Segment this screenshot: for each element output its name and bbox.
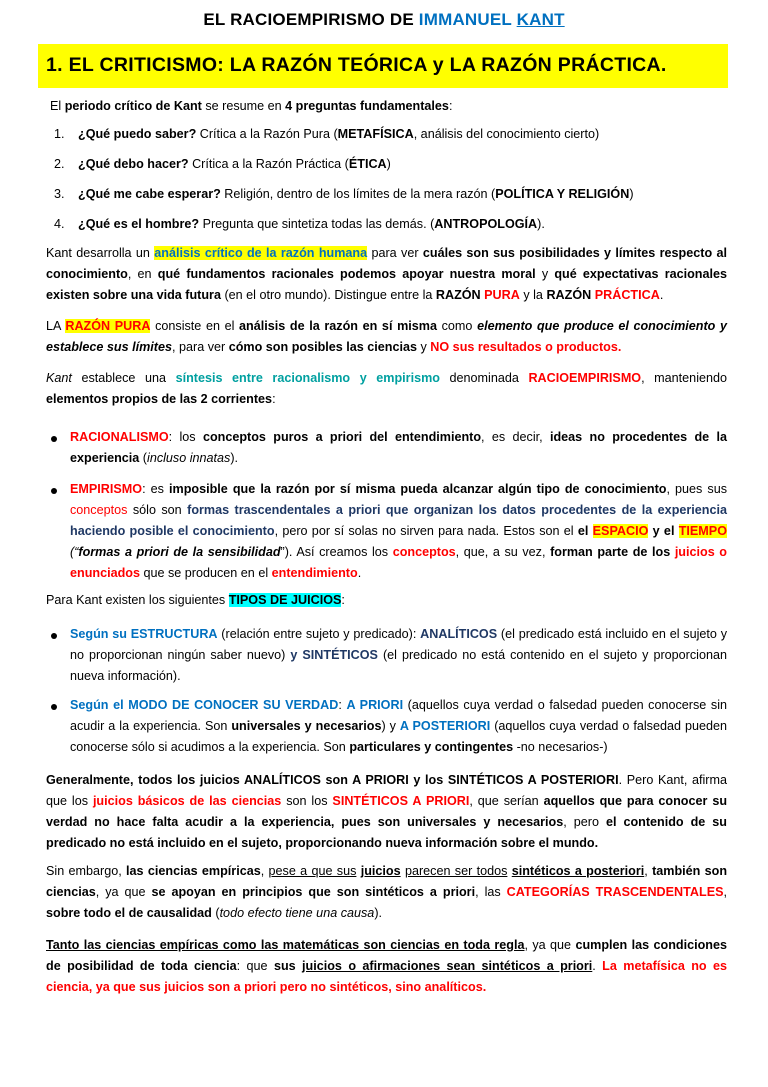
list-item-text: ¿Qué me cabe esperar? Religión, dentro de los límites de la mera razón (POLÍTICA Y RELIGIÓN): [78, 187, 634, 201]
paragraph-conclusion: Tanto las ciencias empíricas como las matemáticas son ciencias en toda regla, ya que cumplen las condiciones de posibilidad de toda ciencia: que sus juicios o afirmaciones sean sintéticos a priori. La metafísica no es ciencia, ya que sus juicios son a priori pero no sintéticos, sino analíticos.: [46, 938, 728, 994]
paragraph-razon-pura: LA RAZÓN PURA consiste en el análisis de la razón en sí misma como elemento que produce el conocimiento y establece sus límites, para ver cómo son posibles las ciencias y NO sus resultados o productos.: [46, 319, 727, 354]
bullet-icon: [51, 704, 57, 710]
document-title: [0, 10, 768, 30]
title-name-last: KANT: [516, 10, 565, 29]
bullet-icon: [51, 488, 57, 494]
bullet-estructura: Según su ESTRUCTURA (relación entre sujeto y predicado): ANALÍTICOS (el predicado está incluido en el sujeto y no proporcionan ningún saber nuevo) y SINTÉTICOS (el predicado no está contenido en el sujeto y proporcionan nueva información).: [70, 627, 727, 683]
list-item-text: ¿Qué puedo saber? Crítica a la Razón Pura (METAFÍSICA, análisis del conocimiento cierto): [78, 127, 600, 141]
bullet-modo-conocer: Según el MODO DE CONOCER SU VERDAD: A PRIORI (aquellos cuya verdad o falsedad pueden conocerse sin acudir a la experiencia. Son universales y necesarios) y A POSTERIORI (aquellos cuya verdad o falsedad pueden conocerse sólo si acudimos a la experiencia. Son particulares y contingentes -no necesarios-): [70, 698, 727, 754]
list-item: 1.: [54, 127, 65, 141]
paragraph-racioempirismo: Kant establece una síntesis entre racionalismo y empirismo denominada RACIOEMPIRISMO, manteniendo elementos propios de las 2 corrientes:: [46, 371, 728, 406]
title-prefix: EL RACIOEMPIRISMO DE: [203, 10, 419, 29]
paragraph-kant-analysis: Kant desarrolla un análisis crítico de la razón humana para ver cuáles son sus posibilidades y límites respecto al conocimiento, en qué fundamentos racionales podemos apoyar nuestra moral y qué expectativas racionales existen sobre una vida futura (en el otro mundo). Distingue entre la RAZÓN PURA y la RAZÓN PRÁCTICA.: [46, 246, 728, 302]
title-name-first: IMMANUEL: [418, 10, 512, 29]
list-item: 2.: [54, 157, 65, 171]
bullet-empirismo: EMPIRISMO: es imposible que la razón por sí misma pueda alcanzar algún tipo de conocimiento, pues sus conceptos sólo son formas trascendentales a priori que organizan los datos procedentes de la experiencia haciendo posible el conocimiento, pero por sí solas no sirven para nada. Estos son el el ESPACIO y el TIEMPO (“formas a priori de la sensibilidad”). Así creamos los conceptos, que, a su vez, forman parte de los juicios o enunciados que se producen en el entendimiento.: [70, 482, 728, 580]
list-item: 4.: [54, 217, 65, 231]
section-heading: 1. EL CRITICISMO: LA RAZÓN TEÓRICA y LA RAZÓN PRÁCTICA.: [46, 54, 667, 76]
bullet-icon: [51, 633, 57, 639]
intro-line: El periodo crítico de Kant se resume en 4 preguntas fundamentales:: [50, 99, 453, 113]
paragraph-tipos-juicios: Para Kant existen los siguientes TIPOS DE JUICIOS:: [46, 593, 345, 607]
bullet-icon: [51, 436, 57, 442]
list-item-text: ¿Qué es el hombre? Pregunta que sintetiza todas las demás. (ANTROPOLOGÍA).: [78, 217, 545, 231]
paragraph-sinteticos-a-priori: Generalmente, todos los juicios ANALÍTICOS son A PRIORI y los SINTÉTICOS A POSTERIORI. Pero Kant, afirma que los juicios básicos de las ciencias son los SINTÉTICOS A PRIORI, que serían aquellos que para conocer su verdad no hace falta acudir a la experiencia, pues son universales y necesarios, pero el contenido de su predicado no está incluido en el sujeto, proporcionando nueva información sobre el mundo.: [46, 773, 728, 850]
paragraph-ciencias-empiricas: Sin embargo, las ciencias empíricas, pese a que sus juicios parecen ser todos sintéticos a posteriori, también son ciencias, ya que se apoyan en principios que son sintéticos a priori, las CATEGORÍAS TRASCENDENTALES, sobre todo el de causalidad (todo efecto tiene una causa).: [46, 864, 728, 920]
list-item-text: ¿Qué debo hacer? Crítica a la Razón Práctica (ÉTICA): [78, 157, 391, 171]
bullet-racionalismo: RACIONALISMO: los conceptos puros a priori del entendimiento, es decir, ideas no procedentes de la experiencia (incluso innatas).: [70, 430, 727, 465]
list-item: 3.: [54, 187, 65, 201]
